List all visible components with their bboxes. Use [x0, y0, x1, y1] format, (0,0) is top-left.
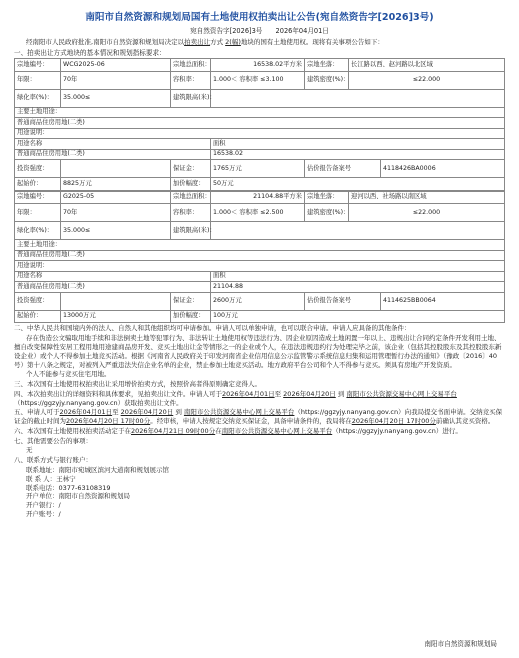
section-6-text-b: 在 [215, 426, 222, 435]
section-3: 三、本次国有土地使用权拍卖出让采用增价拍卖方式，按照价高者得原则确定竞得人。 [14, 380, 261, 389]
use-name-header: 用途名称 [15, 271, 211, 282]
increment-label: 加价幅度： [171, 310, 211, 323]
term-label: 年限： [15, 204, 61, 222]
section-6-url: （https://ggzyjy.nanyang.gov.cn）进行。 [332, 426, 462, 435]
parcel-deposit: 1765万元 [211, 160, 305, 178]
height-label: 建筑限高(米)： [171, 89, 211, 107]
use-name-value: 普通商品住房用地(二类) [15, 149, 211, 160]
use-name-header: 用途名称 [15, 139, 211, 150]
notes-label: 用途说明： [15, 261, 505, 272]
section-4-text-a: 四、本次拍卖出让的详细资料和具体要求，见拍卖出让文件。申请人可于 [14, 389, 222, 398]
main-use-label: 主要土地用途： [15, 240, 505, 251]
parcel-far: 1.000＜ 容积率 ≤3.100 [211, 71, 305, 89]
section-4-text-c: 到 [337, 389, 345, 398]
use-area-value: 21104.88 [211, 282, 505, 293]
section-6-platform-link[interactable]: 南阳市公共资源交易中心网上交易平台 [221, 426, 333, 435]
area-label: 宗地总面积： [171, 59, 211, 72]
section-4 [14, 390, 505, 408]
parcel-estimate: 4118426BA0006 [381, 160, 505, 178]
parcel-term: 70年 [61, 204, 171, 222]
main-use-label: 主要土地用途： [15, 107, 505, 118]
parcel-far: 1.000＜ 容积率 ≤2.500 [211, 204, 305, 222]
invest-label: 投资强度： [15, 292, 61, 310]
section-4-date-start: 2026年04月01日 [222, 389, 275, 398]
parcel-table-2 [14, 191, 505, 324]
parcel-location: 长江路以西、赵河路以北区域 [349, 59, 505, 72]
use-area-value: 16538.02 [211, 149, 505, 160]
parcel-height [211, 222, 505, 240]
intro-text-a: 经南阳市人民政府批准,南阳市自然资源和规划局决定以 [26, 37, 185, 46]
parcel-main-use: 普通商品住房用地(二类) [15, 118, 505, 129]
parcel-green: 35.000≤ [61, 222, 171, 240]
intro-count: 2(幅) [225, 37, 241, 46]
parcel-height [211, 89, 505, 107]
page-title: 南阳市自然资源和规划局国有土地使用权拍卖出让公告(宛自然资告字[2026]3号) [85, 12, 434, 23]
parcel-code: G2025-05 [61, 191, 171, 204]
density-label: 建筑密度(%)： [305, 71, 349, 89]
section-2-intro: 二、中华人民共和国境内外的法人、自然人和其他组织均可申请参加。申请人可以单独申请，也可以联合申请。申请人应具备的其他条件： [14, 324, 411, 333]
use-area-header: 面积 [211, 139, 505, 150]
section-5-confirm-deadline: 2026年04月20日 17时00分 [351, 417, 436, 426]
contact-address: 联系地址：南阳市宛城区滨河大道南和规划展示馆 [26, 465, 169, 474]
parcel-location: 迎河以西、社场路以南区域 [349, 191, 505, 204]
section-5-text-c: 到 [175, 408, 182, 417]
parcel-invest [61, 292, 171, 310]
green-label: 绿化率(%)： [15, 89, 61, 107]
section-5-text-b: 至 [112, 408, 119, 417]
parcel-increment: 100万元 [211, 310, 505, 323]
section-6-text-a: 六、本次国有土地使用权拍卖活动定于在 [14, 426, 131, 435]
green-label: 绿化率(%)： [15, 222, 61, 240]
code-label: 宗地编号： [15, 191, 61, 204]
parcel-density: ≤22.000 [349, 204, 505, 222]
parcel-area: 16538.02平方米 [211, 59, 305, 72]
parcel-start-price: 8825万元 [61, 178, 171, 191]
area-label: 宗地总面积： [171, 191, 211, 204]
invest-label: 投资强度： [15, 160, 61, 178]
contact-person: 联 系 人：王林宁 [26, 474, 76, 483]
section-5-text-a: 五、申请人可于 [14, 408, 60, 417]
account-number: 开户账号：/ [26, 509, 61, 518]
section-8: 八、联系方式与银行账户： [14, 456, 92, 465]
parcel-area: 21104.88平方米 [211, 191, 305, 204]
section-5-url: （https://ggzyjy.nanyang.gov.cn）向我局提交书面申请。交纳竞买保证金的截止时间为 [14, 408, 503, 426]
parcel-estimate: 4114625BB0064 [381, 292, 505, 310]
parcel-term: 70年 [61, 71, 171, 89]
section-4-text-b: 至 [274, 389, 282, 398]
increment-label: 加价幅度： [171, 178, 211, 191]
section-5-date-start: 2026年04月01日 [59, 408, 113, 417]
code-label: 宗地编号： [15, 59, 61, 72]
section-1-heading: 一、拍卖出让方式地块的基本情况和规划指标要求： [14, 48, 166, 57]
location-label: 宗地坐落： [305, 59, 349, 72]
notes-label: 用途说明： [15, 128, 505, 139]
parcel-density: ≤22.000 [349, 71, 505, 89]
section-4-date-end: 2026年04月20日 [283, 389, 336, 398]
footer-issuer: 南阳市自然资源和规划局 [424, 640, 497, 648]
intro-text-c: 地块的国有土地使用权。现将有关事项公告如下： [240, 37, 384, 46]
parcel-code: WCG2025-06 [61, 59, 171, 72]
height-label: 建筑限高(米)： [171, 222, 211, 240]
parcel-deposit: 2600万元 [211, 292, 305, 310]
parcel-main-use: 普通商品住房用地(二类) [15, 250, 505, 261]
section-4-url: （https://ggzyjy.nanyang.gov.cn）获取拍卖出让文件。 [14, 398, 183, 407]
section-2-individual-note: 个人不能参与竞买住宅用地。 [26, 370, 111, 379]
notice-number-date: 宛自然资告字[2026]3号 2026年04月01日 [190, 26, 329, 35]
density-label: 建筑密度(%)： [305, 204, 349, 222]
section-6 [14, 427, 505, 436]
section-5-text-e: 。经审核，申请人按规定交纳竞买保证金，具备申请条件的，我局将在 [150, 417, 352, 426]
parcel-table-1 [14, 58, 505, 191]
parcel-invest [61, 160, 171, 178]
intro-text-b: 方式 [210, 37, 224, 46]
parcel-green: 35.000≤ [61, 89, 171, 107]
use-area-header: 面积 [211, 271, 505, 282]
use-name-value: 普通商品住房用地(二类) [15, 282, 211, 293]
section-5-platform-link[interactable]: 南阳市公共资源交易中心网上交易平台 [183, 408, 295, 417]
start-price-label: 起始价： [15, 178, 61, 191]
location-label: 宗地坐落： [305, 191, 349, 204]
section-4-platform-link[interactable]: 南阳市公共资源交易中心网上交易平台 [346, 389, 457, 398]
section-5-date-end: 2026年04月20日 [120, 408, 174, 417]
deposit-label: 保证金： [171, 160, 211, 178]
account-bank: 开户银行：/ [26, 501, 61, 510]
estimate-label: 估价报告备案号 [305, 160, 381, 178]
section-7-value: 无 [26, 446, 33, 455]
section-5-deposit-deadline: 2026年04月20日 17时00分 [66, 417, 151, 426]
section-5 [14, 408, 505, 426]
parcel-start-price: 13000万元 [61, 310, 171, 323]
section-7: 七、其他需要公告的事项： [14, 436, 92, 445]
deposit-label: 保证金： [171, 292, 211, 310]
estimate-label: 估价报告备案号 [305, 292, 381, 310]
far-label: 容积率： [171, 204, 211, 222]
account-holder: 开户单位：南阳市自然资源和规划局 [26, 492, 130, 501]
intro-method-link: 拍卖出让 [184, 37, 211, 46]
contact-phone: 联系电话：0377-63108319 [26, 483, 111, 492]
section-2-conditions: 存在伪造公文骗取用地手续和非法倒卖土地等犯罪行为、非法转让土地使用权等违法行为、因企业原因造成土地闲置一年以上、违规出让合同约定条件开发利用土地、擅自改变保障性安居工程用地用途建商品房开发、竞买土地出让金等情形之一的企业或个人，在违法违规违约行为处理完毕之前，该企业（包括其控股股东及其控股股东新设企业）或个人不得参加土地竞买活动。根据《河南省人民政府关于印发河南省企业信用信息公示监管警示系统信息归集和运用管理暂行办法的通知》（豫政〔2016〕40号）第十八条之规定，对被列入严重违法失信企业名单的企业，禁止参加土地竞买活动。地方政府平台公司和个人不得参与竞买。须具有房地产开发资质。 [14, 334, 502, 369]
section-5-text-f: 前确认其竞买资格。 [435, 417, 495, 426]
start-price-label: 起始价： [15, 310, 61, 323]
term-label: 年限： [15, 71, 61, 89]
parcel-increment: 50万元 [211, 178, 505, 191]
section-6-auction-time: 2026年04月21日 09时00分 [131, 426, 216, 435]
far-label: 容积率： [171, 71, 211, 89]
intro-paragraph [14, 38, 505, 47]
